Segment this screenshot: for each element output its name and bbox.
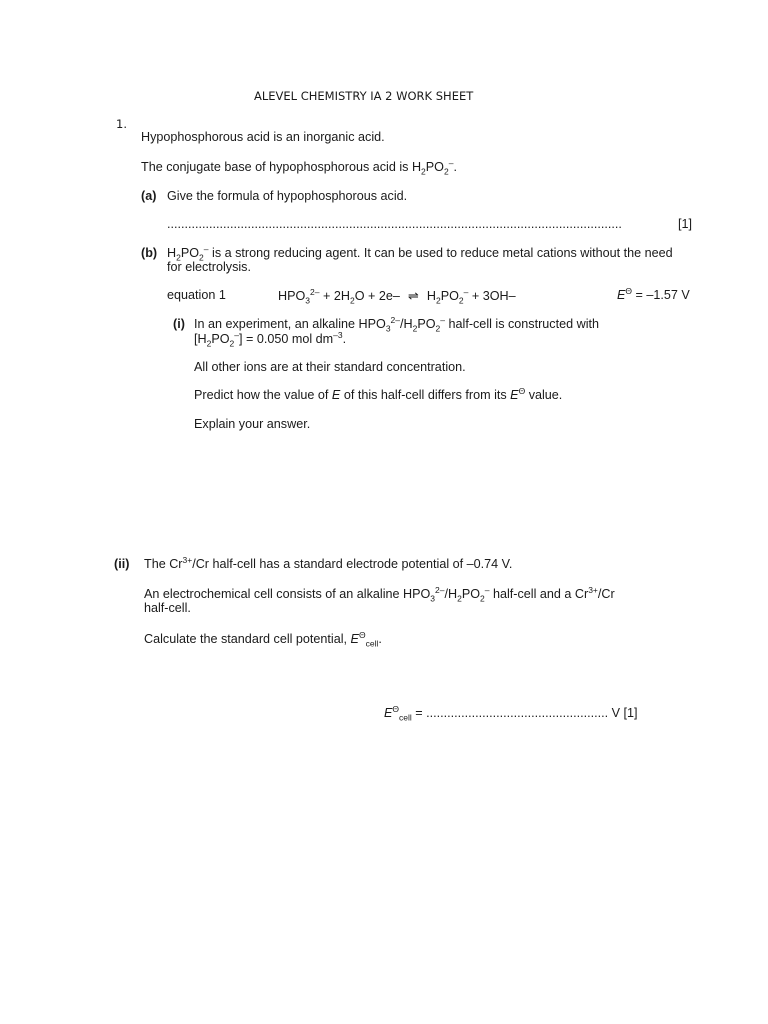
part-a-text: Give the formula of hypophosphorous acid. — [167, 189, 408, 203]
part-i-label: (i) — [173, 317, 185, 331]
equilibrium-arrow-icon: ⇌ — [407, 288, 419, 303]
part-b-line-1: $H_2PO_2^-$ is a strong reducing agent. It can be used to reduce metal cations without the need — [167, 243, 673, 263]
part-i-line-3: All other ions are at their standard concentration. — [194, 360, 466, 374]
part-ii-answer-line: $E^\Theta_{cell}$ = .................................................... V [1] — [384, 703, 638, 723]
equation-1: $HPO_3^{2-} + 2H_2O + 2e-$ ⇌ $H_2PO_2^- + 3OH-$ — [278, 286, 516, 306]
intro-line-1: Hypophosphorous acid is an inorganic acid. — [141, 130, 385, 144]
page-title: ALEVEL CHEMISTRY IA 2 WORK SHEET — [254, 89, 474, 103]
question-number: 1. — [116, 117, 127, 131]
part-b-label: (b) — [141, 246, 158, 260]
part-i-line-4: Predict how the value of E of this half-cell differs from its $E^\Theta$ value. — [194, 385, 563, 402]
part-i-line-2: $[H_2PO_2^-] = 0.050$ mol $dm^{-3}$. — [194, 329, 347, 349]
part-ii-line-4: Calculate the standard cell potential, $E^\Theta_{cell}$. — [144, 629, 382, 649]
equation-1-potential: $E^\Theta = -1.57$ V — [617, 285, 690, 302]
part-ii-line-1: The $Cr^{3+}/Cr$ half-cell has a standard electrode potential of –0.74 V. — [144, 554, 513, 571]
intro-line-2: The conjugate base of hypophosphorous acid is $H_2PO_2^-$. — [141, 157, 457, 177]
part-ii-label: (ii) — [114, 557, 130, 571]
part-i-line-1: In an experiment, an alkaline $HPO_3^{2-}/H_2PO_2^-$ half-cell is constructed with — [194, 314, 600, 334]
part-i-line-5: Explain your answer. — [194, 417, 311, 431]
part-a-marks: [1] — [678, 217, 693, 231]
equation-label: equation 1 — [167, 288, 226, 302]
part-a-answer-line: .................................................................................................................................. — [167, 217, 622, 231]
part-ii-line-2: An electrochemical cell consists of an alkaline $HPO_3^{2-}/H_2PO_2^-$ half-cell and a $Cr^{3+}/Cr$ — [144, 584, 615, 604]
part-b-line-2: for electrolysis. — [167, 260, 251, 274]
part-a-label: (a) — [141, 189, 157, 203]
part-ii-line-3: half-cell. — [144, 601, 191, 615]
